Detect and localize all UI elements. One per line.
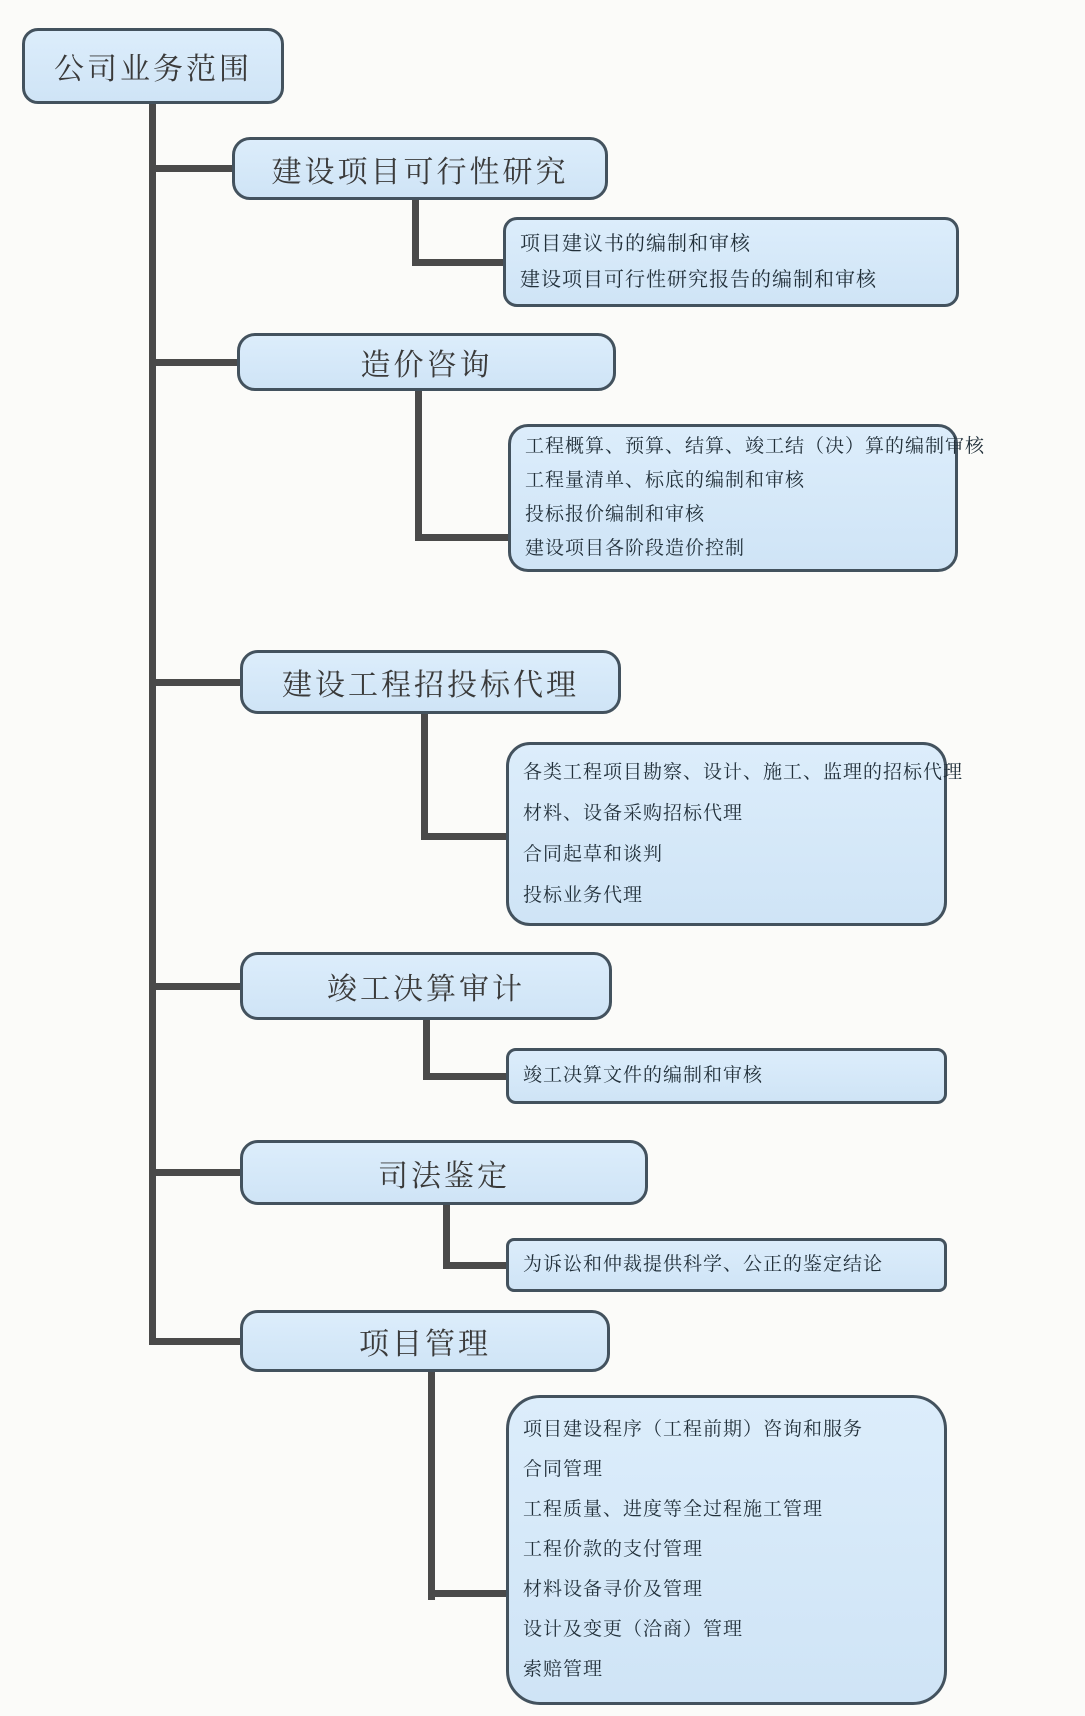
leaf-item: 投标报价编制和审核 (525, 504, 706, 525)
elbow-line (443, 1262, 509, 1269)
elbow-line (423, 1073, 509, 1080)
leaf-item: 工程价款的支付管理 (523, 1539, 704, 1560)
branch-stub-line (152, 359, 239, 366)
elbow-line (423, 1018, 430, 1080)
elbow-line (421, 712, 428, 840)
leaf-item: 各类工程项目勘察、设计、施工、监理的招标代理 (523, 762, 964, 783)
leaf-item: 工程质量、进度等全过程施工管理 (523, 1499, 824, 1520)
leaf-item: 索赔管理 (523, 1659, 604, 1680)
leaf-box-judicial-appraisal (506, 1238, 947, 1292)
branch-stub-line (152, 679, 242, 686)
leaf-item: 工程量清单、标底的编制和审核 (525, 470, 806, 491)
elbow-line (412, 259, 507, 266)
branch-label: 竣工决算审计 (327, 973, 525, 1006)
leaf-item: 投标业务代理 (523, 885, 644, 906)
root-node-label: 公司业务范围 (54, 53, 252, 86)
branch-stub-line (152, 165, 232, 172)
branch-stub-line (152, 983, 242, 990)
leaf-item: 设计及变更（洽商）管理 (523, 1619, 744, 1640)
branch-label: 建设工程招投标代理 (282, 669, 579, 702)
elbow-line (415, 389, 422, 541)
leaf-box-bidding-agency (506, 742, 964, 926)
leaf-box-feasibility-study (503, 217, 959, 307)
leaf-box-project-management (506, 1395, 947, 1705)
branch-bidding-agency (240, 650, 621, 714)
elbow-line (428, 1370, 435, 1600)
leaf-item: 建设项目可行性研究报告的编制和审核 (520, 269, 877, 291)
root-node-company-business-scope (22, 28, 284, 104)
branch-stub-line (152, 1338, 242, 1345)
leaf-item: 合同管理 (523, 1459, 604, 1480)
elbow-line (412, 198, 419, 266)
leaf-item: 材料设备寻价及管理 (523, 1579, 704, 1600)
branch-label: 建设项目可行性研究 (271, 155, 569, 189)
elbow-line (415, 534, 511, 541)
leaf-item: 项目建设程序（工程前期）咨询和服务 (523, 1419, 864, 1440)
elbow-line (428, 1590, 509, 1597)
branch-cost-consulting (237, 333, 616, 391)
branch-feasibility-study (232, 137, 608, 200)
leaf-box-cost-consulting (508, 424, 986, 572)
leaf-item: 材料、设备采购招标代理 (523, 803, 744, 824)
leaf-box-completion-audit (506, 1048, 947, 1104)
branch-completion-audit (240, 952, 612, 1020)
trunk-line (149, 102, 156, 1345)
branch-stub-line (152, 1169, 242, 1176)
branch-judicial-appraisal (240, 1140, 648, 1205)
branch-project-management (240, 1310, 610, 1372)
leaf-item: 工程概算、预算、结算、竣工结（决）算的编制审核 (525, 436, 986, 457)
branch-label: 造价咨询 (360, 349, 493, 382)
leaf-item: 项目建议书的编制和审核 (520, 233, 751, 255)
branch-label: 项目管理 (359, 1328, 491, 1361)
leaf-item: 竣工决算文件的编制和审核 (523, 1065, 764, 1086)
leaf-item: 为诉讼和仲裁提供科学、公正的鉴定结论 (523, 1254, 884, 1275)
leaf-item: 建设项目各阶段造价控制 (525, 538, 746, 559)
branch-label: 司法鉴定 (378, 1159, 510, 1193)
elbow-line (421, 833, 509, 840)
elbow-line (443, 1203, 450, 1269)
leaf-item: 合同起草和谈判 (523, 844, 664, 865)
